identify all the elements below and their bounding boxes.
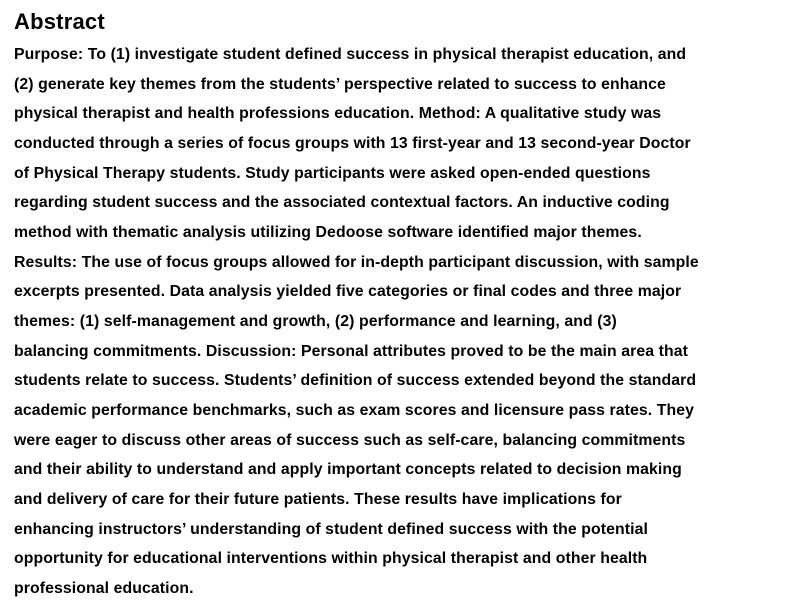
abstract-line: were eager to discuss other areas of success such as self-care, balancing commitments: [14, 431, 686, 449]
abstract-line: Results: The use of focus groups allowed for in-depth participant discussion, with sample: [14, 253, 699, 271]
abstract-line: and their ability to understand and apply important concepts related to decision making: [14, 461, 682, 479]
abstract-line: opportunity for educational interventions within physical therapist and other health: [14, 550, 648, 568]
abstract-line: method with thematic analysis utilizing Dedoose software identified major themes.: [14, 223, 642, 241]
abstract-line: (2) generate key themes from the students’ perspective related to success to enhance: [14, 75, 666, 93]
abstract-heading: Abstract: [14, 9, 105, 34]
abstract-section: [14, 8, 794, 603]
abstract-line: conducted through a series of focus groups with 13 first-year and 13 second-year Doctor: [14, 134, 691, 152]
abstract-body: [14, 40, 794, 603]
abstract-line: excerpts presented. Data analysis yielded five categories or final codes and three major: [14, 283, 682, 301]
abstract-line: regarding student success and the associated contextual factors. An inductive coding: [14, 194, 670, 212]
abstract-line: of Physical Therapy students. Study participants were asked open-ended questions: [14, 164, 651, 182]
abstract-line: balancing commitments. Discussion: Personal attributes proved to be the main area that: [14, 342, 688, 360]
abstract-line: academic performance benchmarks, such as exam scores and licensure pass rates. They: [14, 401, 694, 419]
abstract-line: physical therapist and health professions education. Method: A qualitative study was: [14, 105, 662, 123]
abstract-line: students relate to success. Students’ definition of success extended beyond the standard: [14, 372, 697, 390]
abstract-line: professional education.: [14, 579, 194, 597]
abstract-line: Purpose: To (1) investigate student defined success in physical therapist education, and: [14, 46, 687, 63]
abstract-line: enhancing instructors’ understanding of student defined success with the potential: [14, 520, 648, 538]
abstract-line: themes: (1) self-management and growth, (2) performance and learning, and (3): [14, 312, 617, 330]
abstract-line: and delivery of care for their future patients. These results have implications for: [14, 490, 622, 508]
